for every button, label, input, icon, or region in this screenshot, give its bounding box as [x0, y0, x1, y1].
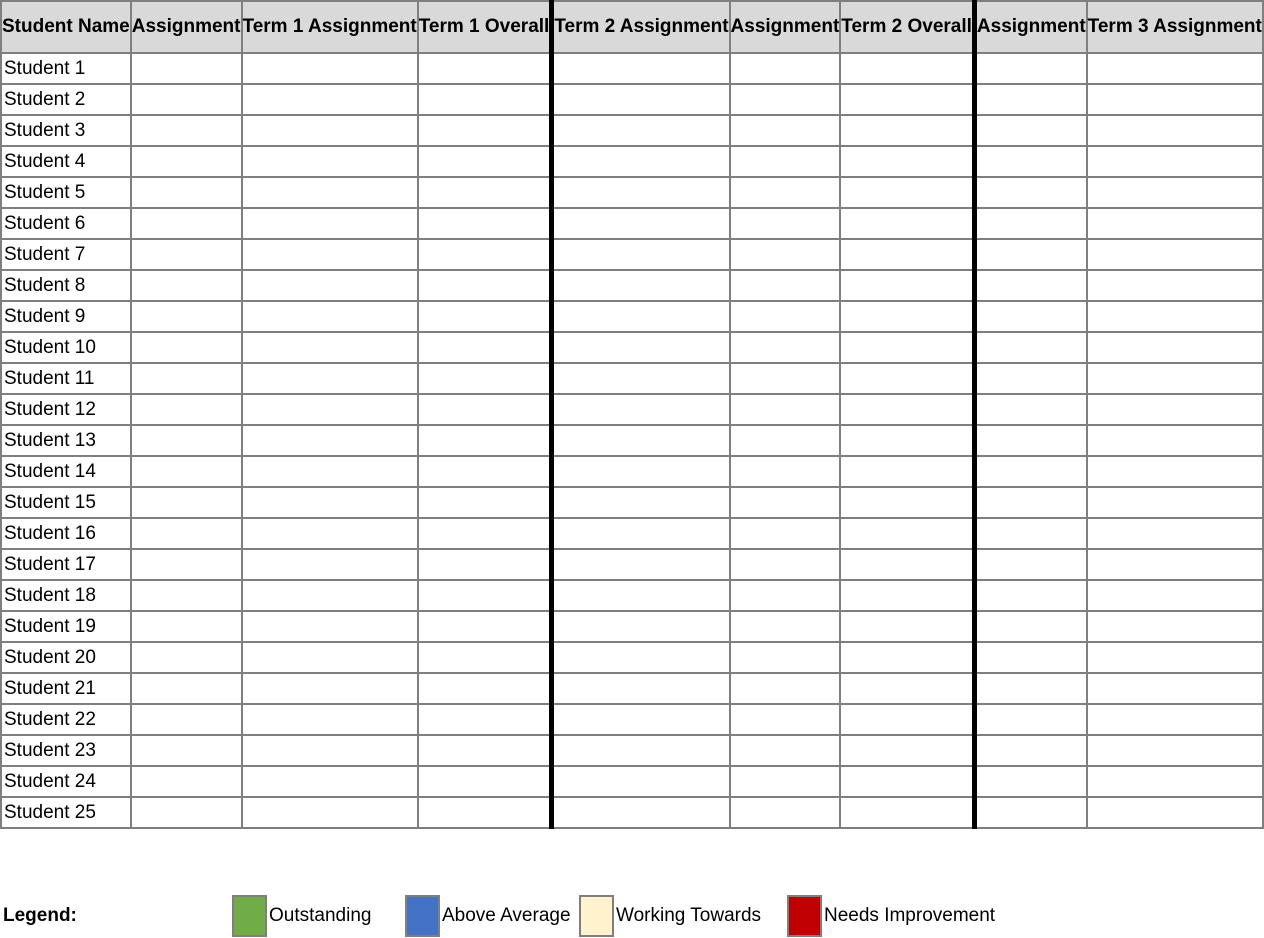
grade-cell[interactable]: [242, 332, 418, 363]
grade-cell[interactable]: [730, 332, 841, 363]
grade-cell[interactable]: [730, 84, 841, 115]
grade-cell[interactable]: [1087, 146, 1263, 177]
grade-cell[interactable]: [242, 177, 418, 208]
grade-cell[interactable]: [242, 270, 418, 301]
grade-cell[interactable]: [1087, 53, 1263, 84]
legend-text-outstanding: Outstanding: [269, 905, 372, 926]
grade-cell[interactable]: [418, 363, 552, 394]
grade-cell[interactable]: [1087, 456, 1263, 487]
grade-cell[interactable]: [131, 642, 242, 673]
grade-cell[interactable]: [974, 611, 1086, 642]
grade-cell[interactable]: [418, 611, 552, 642]
header-term1-assignment[interactable]: Term 1 Assignment: [242, 1, 418, 53]
grade-cell[interactable]: [418, 704, 552, 735]
grade-cell[interactable]: [418, 766, 552, 797]
grade-cell[interactable]: [242, 487, 418, 518]
grade-cell[interactable]: [552, 115, 730, 146]
grade-cell[interactable]: [552, 735, 730, 766]
table-row: [1, 332, 1263, 363]
table-row: [1, 549, 1263, 580]
header-term3-assignment[interactable]: Term 3 Assignment: [1087, 1, 1263, 53]
grade-cell[interactable]: [242, 456, 418, 487]
grade-cell[interactable]: [552, 53, 730, 84]
grade-cell[interactable]: [552, 704, 730, 735]
grade-cell[interactable]: [730, 146, 841, 177]
table-row: [1, 301, 1263, 332]
grade-cell[interactable]: [131, 53, 242, 84]
student-name-cell[interactable]: Student 16: [1, 518, 131, 549]
grade-cell[interactable]: [552, 239, 730, 270]
grade-cell[interactable]: [730, 301, 841, 332]
grade-cell[interactable]: [730, 673, 841, 704]
grade-cell[interactable]: [840, 53, 974, 84]
grade-cell[interactable]: [131, 363, 242, 394]
grade-cell[interactable]: [974, 735, 1086, 766]
grade-cell[interactable]: [131, 177, 242, 208]
grade-cell[interactable]: [1087, 611, 1263, 642]
grade-cell[interactable]: [418, 115, 552, 146]
table-row: [1, 487, 1263, 518]
grade-cell[interactable]: [974, 177, 1086, 208]
grade-cell[interactable]: [1087, 363, 1263, 394]
grade-cell[interactable]: [840, 301, 974, 332]
grade-cell[interactable]: [552, 797, 730, 828]
grade-cell[interactable]: [730, 735, 841, 766]
grade-cell[interactable]: [974, 270, 1086, 301]
grade-cell[interactable]: [840, 611, 974, 642]
grade-cell[interactable]: [840, 146, 974, 177]
student-name-cell[interactable]: Student 18: [1, 580, 131, 611]
grade-cell[interactable]: [131, 518, 242, 549]
grade-cell[interactable]: [974, 549, 1086, 580]
grade-cell[interactable]: [131, 797, 242, 828]
grade-cell[interactable]: [840, 208, 974, 239]
table-row: [1, 518, 1263, 549]
grade-cell[interactable]: [242, 766, 418, 797]
grade-cell[interactable]: [418, 425, 552, 456]
legend: [0, 895, 996, 937]
grade-cell[interactable]: [242, 363, 418, 394]
grade-cell[interactable]: [840, 735, 974, 766]
grade-cell[interactable]: [974, 146, 1086, 177]
student-name-cell[interactable]: Student 7: [1, 239, 131, 270]
grade-cell[interactable]: [131, 580, 242, 611]
grade-cell[interactable]: [974, 642, 1086, 673]
grade-cell[interactable]: [730, 53, 841, 84]
grade-cell[interactable]: [242, 673, 418, 704]
grade-cell[interactable]: [974, 301, 1086, 332]
grade-cell[interactable]: [730, 270, 841, 301]
grade-cell[interactable]: [730, 239, 841, 270]
grade-cell[interactable]: [552, 270, 730, 301]
student-name-cell[interactable]: Student 2: [1, 84, 131, 115]
student-name-cell[interactable]: Student 24: [1, 766, 131, 797]
grade-cell[interactable]: [840, 270, 974, 301]
grade-cell[interactable]: [552, 363, 730, 394]
header-student-name[interactable]: Student Name: [1, 1, 131, 53]
legend-text-working-towards: Working Towards: [616, 905, 762, 926]
student-name-cell[interactable]: Student 5: [1, 177, 131, 208]
grade-cell[interactable]: [418, 394, 552, 425]
student-name-cell[interactable]: Student 13: [1, 425, 131, 456]
student-name-cell[interactable]: Student 17: [1, 549, 131, 580]
grade-cell[interactable]: [242, 580, 418, 611]
grade-cell[interactable]: [552, 611, 730, 642]
student-name-cell[interactable]: Student 25: [1, 797, 131, 828]
grade-cell[interactable]: [242, 239, 418, 270]
grade-cell[interactable]: [242, 115, 418, 146]
grade-cell[interactable]: [131, 425, 242, 456]
student-name-cell[interactable]: Student 20: [1, 642, 131, 673]
grade-cell[interactable]: [840, 487, 974, 518]
grade-cell[interactable]: [974, 580, 1086, 611]
table-row: [1, 84, 1263, 115]
grade-cell[interactable]: [1087, 797, 1263, 828]
grade-cell[interactable]: [730, 518, 841, 549]
grade-cell[interactable]: [840, 363, 974, 394]
student-name-cell[interactable]: Student 15: [1, 487, 131, 518]
grade-cell[interactable]: [242, 208, 418, 239]
grade-cell[interactable]: [974, 797, 1086, 828]
student-name-cell[interactable]: Student 3: [1, 115, 131, 146]
grade-cell[interactable]: [418, 797, 552, 828]
grade-cell[interactable]: [552, 425, 730, 456]
grade-cell[interactable]: [418, 84, 552, 115]
grade-cell[interactable]: [131, 301, 242, 332]
grade-cell[interactable]: [552, 332, 730, 363]
grade-cell[interactable]: [552, 146, 730, 177]
legend-swatch-above-average: [405, 895, 440, 937]
student-name-cell[interactable]: Student 11: [1, 363, 131, 394]
table-row: [1, 115, 1263, 146]
table-row: [1, 673, 1263, 704]
grade-cell[interactable]: [131, 332, 242, 363]
grade-cell[interactable]: [418, 673, 552, 704]
header-assignment-3[interactable]: Assignment: [974, 1, 1086, 53]
table-row: [1, 270, 1263, 301]
grade-cell[interactable]: [418, 53, 552, 84]
grade-cell[interactable]: [131, 270, 242, 301]
grade-cell[interactable]: [974, 84, 1086, 115]
grade-cell[interactable]: [1087, 208, 1263, 239]
grade-cell[interactable]: [840, 766, 974, 797]
grade-cell[interactable]: [131, 611, 242, 642]
grade-cell[interactable]: [131, 549, 242, 580]
grade-cell[interactable]: [418, 270, 552, 301]
grade-cell[interactable]: [974, 425, 1086, 456]
grade-cell[interactable]: [131, 394, 242, 425]
grade-cell[interactable]: [1087, 518, 1263, 549]
grade-cell[interactable]: [418, 177, 552, 208]
grade-cell[interactable]: [242, 642, 418, 673]
grade-cell[interactable]: [1087, 332, 1263, 363]
student-name-cell[interactable]: Student 4: [1, 146, 131, 177]
grade-cell[interactable]: [418, 580, 552, 611]
grade-cell[interactable]: [1087, 766, 1263, 797]
table-row: [1, 735, 1263, 766]
grade-cell[interactable]: [974, 115, 1086, 146]
student-name-cell[interactable]: Student 12: [1, 394, 131, 425]
grade-cell[interactable]: [242, 797, 418, 828]
grade-cell[interactable]: [552, 766, 730, 797]
table-row: [1, 766, 1263, 797]
grade-cell[interactable]: [418, 549, 552, 580]
grade-cell[interactable]: [1087, 270, 1263, 301]
grade-cell[interactable]: [840, 115, 974, 146]
grade-cell[interactable]: [730, 208, 841, 239]
grade-cell[interactable]: [242, 425, 418, 456]
legend-swatch-working-towards: [579, 895, 614, 937]
table-row: [1, 797, 1263, 828]
legend-swatch-outstanding: [232, 895, 267, 937]
grade-cell[interactable]: [730, 766, 841, 797]
grade-cell[interactable]: [730, 487, 841, 518]
grade-cell[interactable]: [1087, 642, 1263, 673]
grade-cell[interactable]: [840, 642, 974, 673]
grade-cell[interactable]: [974, 332, 1086, 363]
grade-cell[interactable]: [242, 146, 418, 177]
grade-cell[interactable]: [1087, 239, 1263, 270]
grade-cell[interactable]: [552, 642, 730, 673]
grade-cell[interactable]: [552, 518, 730, 549]
grade-cell[interactable]: [1087, 487, 1263, 518]
table-row: [1, 704, 1263, 735]
grade-cell[interactable]: [1087, 177, 1263, 208]
table-row: [1, 394, 1263, 425]
student-name-cell[interactable]: Student 8: [1, 270, 131, 301]
grade-cell[interactable]: [552, 487, 730, 518]
grade-cell[interactable]: [840, 580, 974, 611]
grade-cell[interactable]: [840, 704, 974, 735]
grade-cell[interactable]: [730, 704, 841, 735]
grade-cell[interactable]: [242, 84, 418, 115]
grade-cell[interactable]: [1087, 301, 1263, 332]
grade-cell[interactable]: [840, 673, 974, 704]
header-term1-overall[interactable]: Term 1 Overall: [418, 1, 552, 53]
header-assignment-2[interactable]: Assignment: [730, 1, 841, 53]
grade-cell[interactable]: [730, 611, 841, 642]
grade-cell[interactable]: [552, 673, 730, 704]
grade-cell[interactable]: [131, 487, 242, 518]
grade-cell[interactable]: [974, 394, 1086, 425]
legend-text-needs-improvement: Needs Improvement: [824, 905, 996, 926]
grade-cell[interactable]: [1087, 394, 1263, 425]
grade-cell[interactable]: [1087, 735, 1263, 766]
grade-cell[interactable]: [418, 518, 552, 549]
grade-cell[interactable]: [1087, 425, 1263, 456]
header-term2-overall[interactable]: Term 2 Overall: [840, 1, 974, 53]
grade-cell[interactable]: [974, 487, 1086, 518]
grade-cell[interactable]: [730, 580, 841, 611]
grade-cell[interactable]: [730, 177, 841, 208]
grade-cell[interactable]: [242, 611, 418, 642]
grade-cell[interactable]: [974, 456, 1086, 487]
grade-cell[interactable]: [242, 735, 418, 766]
student-name-cell[interactable]: Student 14: [1, 456, 131, 487]
header-row: [1, 1, 1263, 53]
grade-cell[interactable]: [840, 797, 974, 828]
grade-cell[interactable]: [840, 394, 974, 425]
grade-cell[interactable]: [730, 456, 841, 487]
grade-cell[interactable]: [840, 518, 974, 549]
table-row: [1, 456, 1263, 487]
grade-cell[interactable]: [131, 84, 242, 115]
grade-cell[interactable]: [552, 84, 730, 115]
grade-cell[interactable]: [730, 425, 841, 456]
grade-cell[interactable]: [418, 487, 552, 518]
grade-cell[interactable]: [730, 115, 841, 146]
grade-cell[interactable]: [242, 704, 418, 735]
table-row: [1, 642, 1263, 673]
grade-cell[interactable]: [730, 394, 841, 425]
grade-cell[interactable]: [840, 177, 974, 208]
grade-cell[interactable]: [840, 425, 974, 456]
grade-cell[interactable]: [552, 580, 730, 611]
grade-cell[interactable]: [974, 239, 1086, 270]
grade-cell[interactable]: [242, 394, 418, 425]
grade-cell[interactable]: [1087, 704, 1263, 735]
legend-label: Legend:: [3, 905, 77, 926]
student-name-cell[interactable]: Student 6: [1, 208, 131, 239]
grade-cell[interactable]: [974, 363, 1086, 394]
student-name-cell[interactable]: Student 9: [1, 301, 131, 332]
student-name-cell[interactable]: Student 22: [1, 704, 131, 735]
grade-cell[interactable]: [974, 704, 1086, 735]
grade-cell[interactable]: [552, 456, 730, 487]
grade-cell[interactable]: [131, 239, 242, 270]
grade-cell[interactable]: [131, 115, 242, 146]
grade-cell[interactable]: [840, 456, 974, 487]
grade-cell[interactable]: [552, 549, 730, 580]
grade-cell[interactable]: [730, 363, 841, 394]
grade-cell[interactable]: [974, 53, 1086, 84]
table-row: [1, 580, 1263, 611]
grade-cell[interactable]: [418, 301, 552, 332]
student-name-cell[interactable]: Student 1: [1, 53, 131, 84]
student-name-cell[interactable]: Student 21: [1, 673, 131, 704]
grade-cell[interactable]: [131, 673, 242, 704]
grade-cell[interactable]: [418, 208, 552, 239]
grade-cell[interactable]: [131, 146, 242, 177]
grade-cell[interactable]: [131, 208, 242, 239]
grade-cell[interactable]: [418, 735, 552, 766]
grade-cell[interactable]: [730, 549, 841, 580]
grade-cell[interactable]: [242, 549, 418, 580]
grade-cell[interactable]: [974, 673, 1086, 704]
grade-cell[interactable]: [840, 549, 974, 580]
grade-cell[interactable]: [242, 53, 418, 84]
table-row: [1, 146, 1263, 177]
grade-cell[interactable]: [552, 208, 730, 239]
student-name-cell[interactable]: Student 23: [1, 735, 131, 766]
grade-cell[interactable]: [552, 394, 730, 425]
grade-cell[interactable]: [1087, 549, 1263, 580]
student-name-cell[interactable]: Student 10: [1, 332, 131, 363]
grade-cell[interactable]: [131, 735, 242, 766]
grade-cell[interactable]: [974, 766, 1086, 797]
grade-cell[interactable]: [418, 332, 552, 363]
grade-cell[interactable]: [840, 84, 974, 115]
grade-cell[interactable]: [974, 208, 1086, 239]
legend-text-above-average: Above Average: [442, 905, 571, 926]
table-row: [1, 611, 1263, 642]
grade-cell[interactable]: [1087, 115, 1263, 146]
table-row: [1, 239, 1263, 270]
table-row: [1, 425, 1263, 456]
grade-cell[interactable]: [418, 642, 552, 673]
grade-cell[interactable]: [131, 704, 242, 735]
table-row: [1, 208, 1263, 239]
grade-cell[interactable]: [730, 642, 841, 673]
table-row: [1, 177, 1263, 208]
table-row: [1, 363, 1263, 394]
header-term2-assignment[interactable]: Term 2 Assignment: [552, 1, 730, 53]
grade-cell[interactable]: [552, 177, 730, 208]
grade-cell[interactable]: [840, 239, 974, 270]
grade-cell[interactable]: [242, 518, 418, 549]
grade-cell[interactable]: [131, 766, 242, 797]
grade-cell[interactable]: [1087, 580, 1263, 611]
grade-cell[interactable]: [1087, 673, 1263, 704]
grade-cell[interactable]: [840, 332, 974, 363]
grade-cell[interactable]: [1087, 84, 1263, 115]
student-name-cell[interactable]: Student 19: [1, 611, 131, 642]
grade-cell[interactable]: [974, 518, 1086, 549]
grade-cell[interactable]: [242, 301, 418, 332]
grade-cell[interactable]: [730, 797, 841, 828]
student-rows: [1, 53, 1263, 828]
grade-cell[interactable]: [418, 456, 552, 487]
grade-cell[interactable]: [552, 301, 730, 332]
grade-cell[interactable]: [131, 456, 242, 487]
table-row: [1, 53, 1263, 84]
grade-cell[interactable]: [418, 146, 552, 177]
grade-cell[interactable]: [418, 239, 552, 270]
header-assignment-1[interactable]: Assignment: [131, 1, 242, 53]
legend-swatch-needs-improvement: [787, 895, 822, 937]
